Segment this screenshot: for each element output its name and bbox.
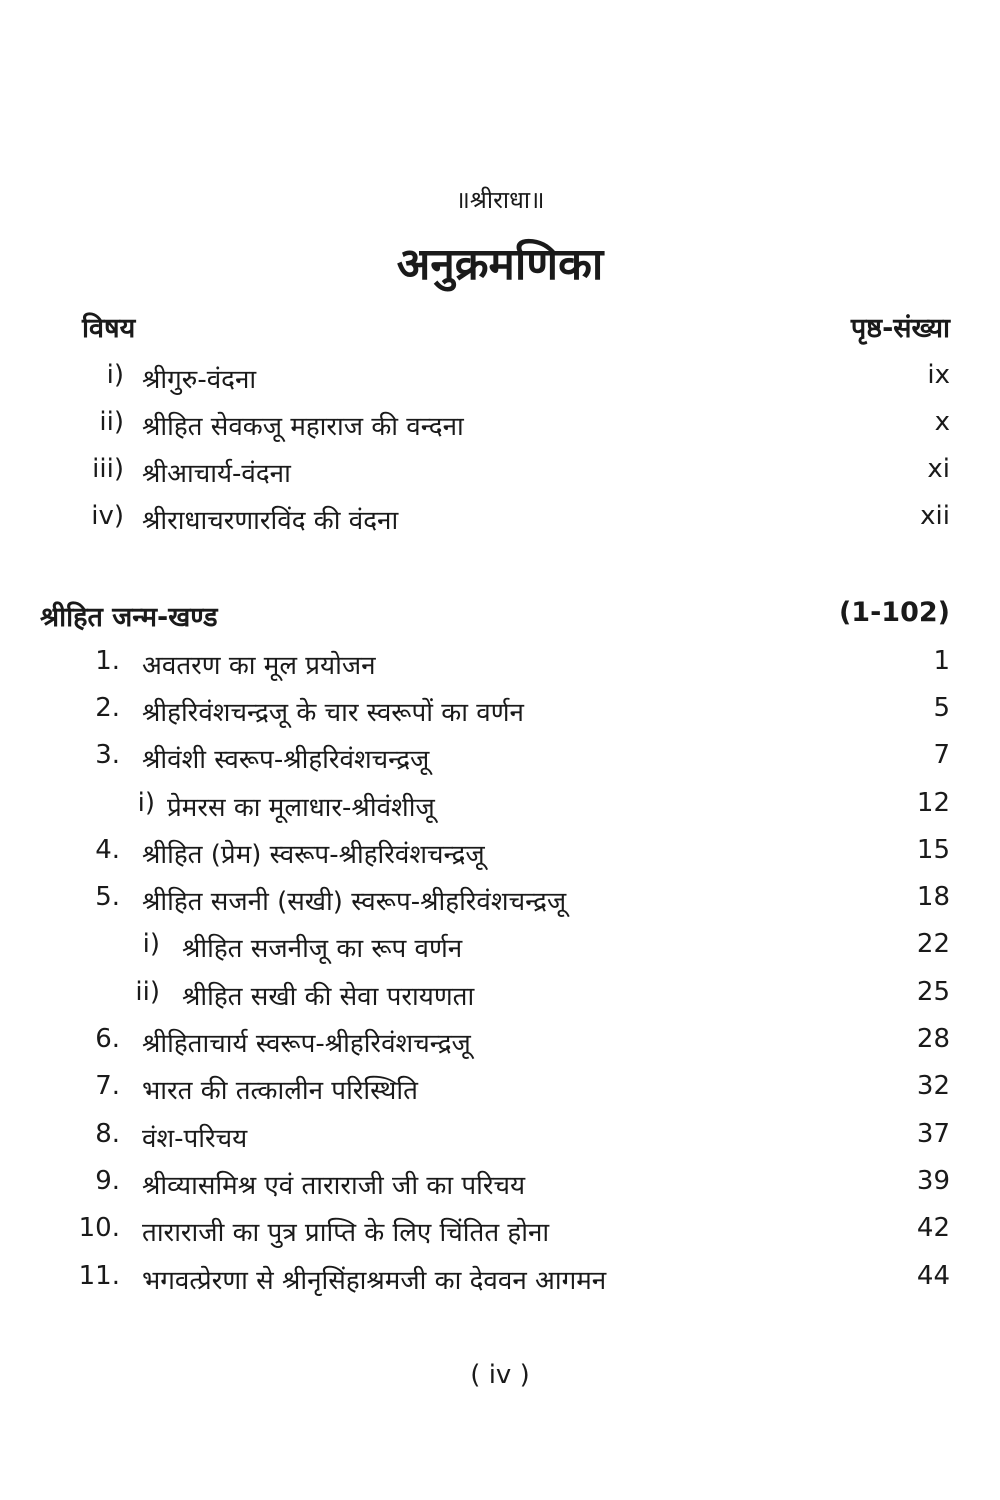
toc-row-label: अवतरण का मूल प्रयोजन bbox=[142, 651, 376, 681]
toc-row-label: भगवत्प्रेरणा से श्रीनृसिंहाश्रमजी का देववन आगमन bbox=[142, 1266, 607, 1296]
invocation: ॥श्रीराधा॥ bbox=[455, 186, 545, 214]
toc-row-page: 7 bbox=[933, 740, 950, 770]
toc-row-number: 10. bbox=[78, 1213, 120, 1243]
toc-row bbox=[0, 693, 1000, 733]
toc-row-page: 28 bbox=[916, 1024, 950, 1054]
toc-row-page: ix bbox=[927, 360, 950, 390]
toc-row bbox=[0, 1213, 1000, 1253]
toc-row-label: श्रीहित सजनीजू का रूप वर्णन bbox=[182, 934, 463, 964]
toc-row-number: ii) bbox=[99, 407, 124, 437]
toc-row-page: xi bbox=[927, 454, 950, 484]
toc-row-number: 5. bbox=[95, 882, 120, 912]
toc-row bbox=[0, 835, 1000, 875]
toc-row bbox=[0, 1071, 1000, 1111]
toc-row-page: 25 bbox=[916, 977, 950, 1007]
toc-row-page: 42 bbox=[916, 1213, 950, 1243]
toc-row-number: ii) bbox=[135, 977, 160, 1007]
toc-row bbox=[0, 1166, 1000, 1206]
toc-row-page: 44 bbox=[916, 1261, 950, 1291]
toc-row-number: 1. bbox=[95, 646, 120, 676]
toc-row-number: 11. bbox=[78, 1261, 120, 1291]
toc-row-number: 3. bbox=[95, 740, 120, 770]
section-page-range: (1-102) bbox=[838, 597, 950, 628]
toc-row-label: श्रीवंशी स्वरूप-श्रीहरिवंशचन्द्रजू bbox=[142, 745, 430, 775]
toc-row-label: श्रीहित सजनी (सखी) स्वरूप-श्रीहरिवंशचन्द्रजू bbox=[142, 887, 567, 917]
section-title: श्रीहित जन्म-खण्ड bbox=[40, 602, 218, 633]
toc-row bbox=[0, 882, 1000, 922]
toc-row-label: ताराराजी का पुत्र प्राप्ति के लिए चिंतित होना bbox=[142, 1218, 550, 1248]
toc-row-number: 9. bbox=[95, 1166, 120, 1196]
toc-row-number: i) bbox=[137, 788, 155, 818]
toc-row-number: i) bbox=[142, 929, 160, 959]
toc-row-page: 22 bbox=[916, 929, 950, 959]
toc-row-label: श्रीहरिवंशचन्द्रजू के चार स्वरूपों का वर्णन bbox=[142, 698, 524, 728]
toc-row-label: प्रेमरस का मूलाधार-श्रीवंशीजू bbox=[167, 793, 435, 823]
subject-column-header: विषय bbox=[82, 313, 136, 344]
toc-row bbox=[0, 1261, 1000, 1301]
toc-row-label: श्रीगुरु-वंदना bbox=[142, 365, 257, 395]
toc-row-label: श्रीहित सखी की सेवा परायणता bbox=[182, 982, 475, 1012]
toc-row-number: 7. bbox=[95, 1071, 120, 1101]
toc-row-page: 37 bbox=[916, 1119, 950, 1149]
toc-row-number: 8. bbox=[95, 1119, 120, 1149]
toc-row bbox=[0, 646, 1000, 686]
toc-row-page: xii bbox=[920, 501, 950, 531]
toc-row-number: i) bbox=[106, 360, 124, 390]
toc-row-page: 1 bbox=[933, 646, 950, 676]
page-number-column-header: पृष्ठ-संख्या bbox=[850, 313, 950, 344]
toc-row-label: श्रीहित सेवकजू महाराज की वन्दना bbox=[142, 412, 464, 442]
toc-row-label: श्रीहित (प्रेम) स्वरूप-श्रीहरिवंशचन्द्रजू bbox=[142, 840, 485, 870]
toc-row-label: श्रीआचार्य-वंदना bbox=[142, 459, 291, 489]
toc-row bbox=[0, 740, 1000, 780]
toc-row-page: 18 bbox=[916, 882, 950, 912]
toc-row-label: श्रीव्यासमिश्र एवं ताराराजी जी का परिचय bbox=[142, 1171, 526, 1201]
toc-row-label: श्रीहिताचार्य स्वरूप-श्रीहरिवंशचन्द्रजू bbox=[142, 1029, 471, 1059]
toc-row-page: 39 bbox=[916, 1166, 950, 1196]
toc-row-number: iv) bbox=[91, 501, 124, 531]
page-footer-number: ( iv ) bbox=[470, 1360, 530, 1390]
toc-row bbox=[0, 1119, 1000, 1159]
toc-row-label: वंश-परिचय bbox=[142, 1124, 248, 1154]
toc-row-page: 15 bbox=[916, 835, 950, 865]
toc-row-page: 32 bbox=[916, 1071, 950, 1101]
toc-row-label: श्रीराधाचरणारविंद की वंदना bbox=[142, 506, 399, 536]
page-title: अनुक्रमणिका bbox=[396, 239, 604, 290]
toc-row bbox=[0, 360, 1000, 400]
toc-row-number: 6. bbox=[95, 1024, 120, 1054]
toc-subrow bbox=[0, 977, 1000, 1017]
toc-row-page: 5 bbox=[933, 693, 950, 723]
toc-subrow bbox=[0, 929, 1000, 969]
toc-row-page: 12 bbox=[916, 788, 950, 818]
toc-row bbox=[0, 454, 1000, 494]
toc-row-page: x bbox=[934, 407, 950, 437]
toc-row-number: iii) bbox=[92, 454, 124, 484]
toc-row bbox=[0, 1024, 1000, 1064]
toc-row-number: 2. bbox=[95, 693, 120, 723]
toc-row bbox=[0, 501, 1000, 541]
toc-row-label: भारत की तत्कालीन परिस्थिति bbox=[142, 1076, 418, 1106]
toc-row-number: 4. bbox=[95, 835, 120, 865]
toc-row bbox=[0, 407, 1000, 447]
toc-subrow bbox=[0, 788, 1000, 828]
